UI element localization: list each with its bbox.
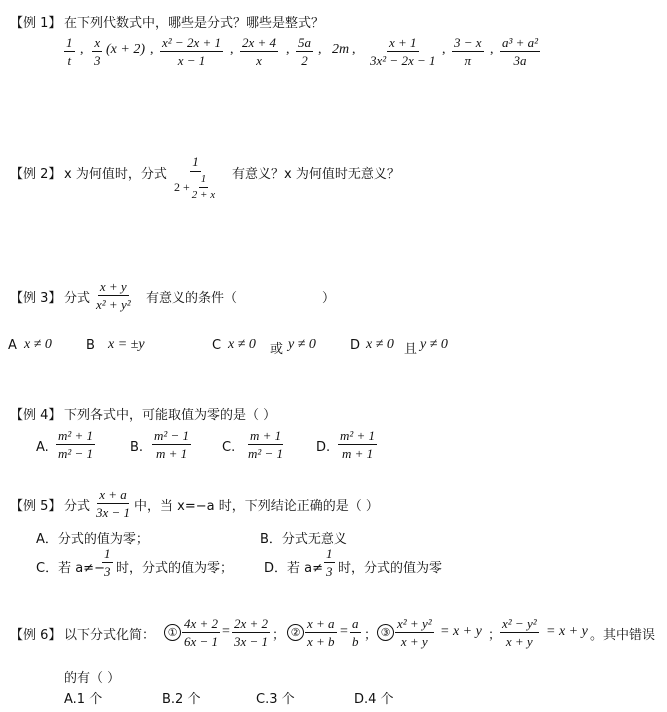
q3-option-c-expr2: y ≠ 0 bbox=[288, 337, 316, 352]
q2-pre: x 为何值时，分式 bbox=[64, 167, 167, 182]
q6-line-2: 的有（ ） bbox=[64, 671, 121, 686]
q5-option-d-pre: D．若 a≠ bbox=[264, 561, 324, 576]
q5-option-b: B．分式无意义 bbox=[260, 532, 347, 547]
q5-label: 【例 5】 bbox=[10, 499, 62, 514]
q3-option-d-expr2: y ≠ 0 bbox=[420, 337, 448, 352]
q3-option-b-label: B bbox=[86, 338, 95, 353]
q6-expr-1-eq: = bbox=[222, 624, 230, 639]
q4-option-c: $\frac{m + 1}{\text{m² − 1}}$ bbox=[248, 428, 284, 461]
q6-expr-1-right: $\frac{2x + 2}{3x - 1}$ bbox=[234, 616, 269, 649]
q6-sep-1: ； bbox=[272, 628, 286, 643]
q1-label: 【例 1】 bbox=[10, 16, 62, 31]
q5-option-d-post: 时，分式的值为零 bbox=[338, 561, 443, 576]
q4-option-b: $\frac{\text{m² − 1}}{m + 1}$ bbox=[154, 428, 190, 461]
q3-option-c-or: 或 bbox=[270, 342, 284, 357]
q5-pre: 分式 bbox=[64, 499, 91, 514]
q3-close: ） bbox=[322, 291, 336, 306]
q6-expr-2-right: $\frac{a}{b}$ bbox=[352, 616, 359, 649]
q6-expr-2-left: $\frac{x + a}{x + b}$ bbox=[307, 616, 335, 649]
q6-expr-3-right: = x + y bbox=[440, 624, 482, 639]
q3-option-a: x ≠ 0 bbox=[24, 337, 52, 352]
q4-option-d: $\frac{\text{m² + 1}}{m + 1}$ bbox=[340, 428, 376, 461]
q6-expr-3-left: $\frac{\text{x² + y²}}{x + y}$ bbox=[397, 616, 432, 649]
q1-frac-4: $\frac{2x + 4}{x}$ bbox=[242, 35, 277, 68]
q5-option-a: A．分式的值为零； bbox=[36, 532, 149, 547]
q3-option-d-expr1: x ≠ 0 bbox=[366, 337, 394, 352]
q6-post: 。其中错误 bbox=[590, 628, 656, 643]
q1-text: 在下列代数式中，哪些是分式？哪些是整式？ bbox=[64, 16, 325, 31]
q3-option-c-label: C bbox=[212, 338, 222, 353]
q6-expr-1-left: $\frac{4x + 2}{6x - 1}$ bbox=[184, 616, 219, 649]
q6-circle-1: ① bbox=[164, 624, 181, 641]
q2-label: 【例 2】 bbox=[10, 167, 62, 182]
q1-frac-5: $\frac{5a}{2}$ bbox=[298, 35, 311, 68]
q3-option-c-expr1: x ≠ 0 bbox=[228, 337, 256, 352]
q1-term-6: 2m bbox=[332, 42, 350, 57]
q2-complex-fraction: 1 2 + $\frac{1}{2 + x}$ bbox=[174, 154, 216, 201]
q1-frac-2-tail: (x + 2) bbox=[106, 42, 145, 57]
q4-text: 下列各式中，可能取值为零的是（ ） bbox=[64, 408, 277, 423]
q4-option-c-label: C. bbox=[222, 440, 236, 455]
q1-frac-9: $\frac{\text{a³ + a²}}{3a}$ bbox=[502, 35, 539, 68]
q2-post: 有意义？x 为何值时无意义？ bbox=[232, 167, 400, 182]
q6-pre: 以下分式化简： bbox=[64, 628, 156, 643]
q4-option-d-label: D. bbox=[316, 440, 331, 455]
q4-option-a-label: A. bbox=[36, 440, 49, 455]
q6-option-b: B.2 个 bbox=[162, 692, 201, 707]
q5-option-d-fraction: $\frac{1}{3}$ bbox=[326, 546, 333, 579]
q3-label: 【例 3】 bbox=[10, 291, 62, 306]
q1-frac-1: $\frac{1}{t}$ bbox=[66, 35, 73, 68]
q6-circle-2: ② bbox=[287, 624, 304, 641]
q1-frac-7: $\frac{x + 1}{\text{3x² − 2x − 1}}$ bbox=[370, 35, 436, 68]
q3-option-d-label: D bbox=[350, 338, 361, 353]
q6-sep-2: ； bbox=[364, 628, 378, 643]
worksheet-page: 【例 1】 在下列代数式中，哪些是分式？哪些是整式？ $\frac{1}{t}$ , $\frac{x}{3}$ (x + 2) , $\frac{\text{x² − 2x + 1}}{x - 1}$ , $\frac{2x + 4}{x}$ , $\frac{5a}{2}$ , 2m , $\frac{x + 1}{\text{3x² − 2x − 1}}$ , $\frac{3 - x}{\pi}$ , $\frac{\text{a³ + a²}}{3a}$ 【例 2】 x 为何值时，分式 1 2 + $\frac{1}{2 + x}$ 有意义？x 为何值时无意义？ 【例 3】 分式 $\frac{x + y}{\text{x² + y²}}$ 有意义的条件（ ） A x ≠ 0 B x = ±y C x ≠ 0 或 y ≠ 0 D x ≠ 0 且 y ≠ 0 【例 4】 下列各式中，可能取值为零的是（ ） A. $\frac{\text{m² + 1}}{\text{m² − 1}}$ B. $\frac{\text{m² − 1}}{m + 1}$ C. $\frac{m + 1}{\text{m² − 1}}$ D. $\frac{\text{m² + 1}}{m + 1}$ 【例 5】 分式 $\frac{x + a}{3x - 1}$ 中，当 x=−a 时，下列结论正确的是（ ） A．分式的值为零； B．分式无意义 C．若 a≠− $\frac{1}{3}$ 时，分式的值为零； D．若 a≠ $\frac{1}{3}$ 时，分式的值为零 【例 6】 以下分式化简： ① $\frac{4x + 2}{6x - 1}$ = $\frac{2x + 2}{3x - 1}$ ； ② $\frac{x + a}{x + b}$ = $\frac{a}{b}$ ； ③ $\frac{\text{x² + y²}}{x + y}$ = x + y ； $\frac{\text{x² − y²}}{x + y}$ = x + y 。其中错误 的有（ ） A.1 个 B.2 个 C.3 个 D.4 个 bbox=[0, 0, 667, 712]
q6-expr-4-right: = x + y bbox=[546, 624, 588, 639]
q6-label: 【例 6】 bbox=[10, 628, 62, 643]
q3-fraction: $\frac{x + y}{\text{x² + y²}}$ bbox=[96, 279, 131, 312]
q6-sep-3: ； bbox=[488, 628, 502, 643]
q5-fraction: $\frac{x + a}{3x - 1}$ bbox=[96, 487, 131, 520]
q1-frac-2: $\frac{x}{3}$ bbox=[94, 35, 101, 68]
q5-option-c-fraction: $\frac{1}{3}$ bbox=[104, 546, 111, 579]
q6-option-d: D.4 个 bbox=[354, 692, 394, 707]
q3-option-a-label: A bbox=[8, 338, 17, 353]
q5-option-c-pre: C．若 a≠− bbox=[36, 561, 105, 576]
q4-option-b-label: B. bbox=[130, 440, 144, 455]
q6-option-c: C.3 个 bbox=[256, 692, 295, 707]
q6-circle-3: ③ bbox=[377, 624, 394, 641]
q4-label: 【例 4】 bbox=[10, 408, 62, 423]
q4-option-a: $\frac{\text{m² + 1}}{\text{m² − 1}}$ bbox=[58, 428, 94, 461]
q1-frac-8: $\frac{3 - x}{\pi}$ bbox=[454, 35, 482, 68]
q6-option-a: A.1 个 bbox=[64, 692, 103, 707]
q3-post: 有意义的条件（ bbox=[146, 291, 238, 306]
q3-option-b: x = ±y bbox=[108, 337, 145, 352]
q3-pre: 分式 bbox=[64, 291, 91, 306]
q6-expr-4-left: $\frac{\text{x² − y²}}{x + y}$ bbox=[502, 616, 537, 649]
q3-option-d-and: 且 bbox=[404, 342, 418, 357]
q1-frac-3: $\frac{\text{x² − 2x + 1}}{x - 1}$ bbox=[162, 35, 221, 68]
q6-expr-2-eq: = bbox=[340, 624, 348, 639]
q5-post: 中，当 x=−a 时，下列结论正确的是（ ） bbox=[134, 499, 379, 514]
q5-option-c-post: 时，分式的值为零； bbox=[116, 561, 234, 576]
